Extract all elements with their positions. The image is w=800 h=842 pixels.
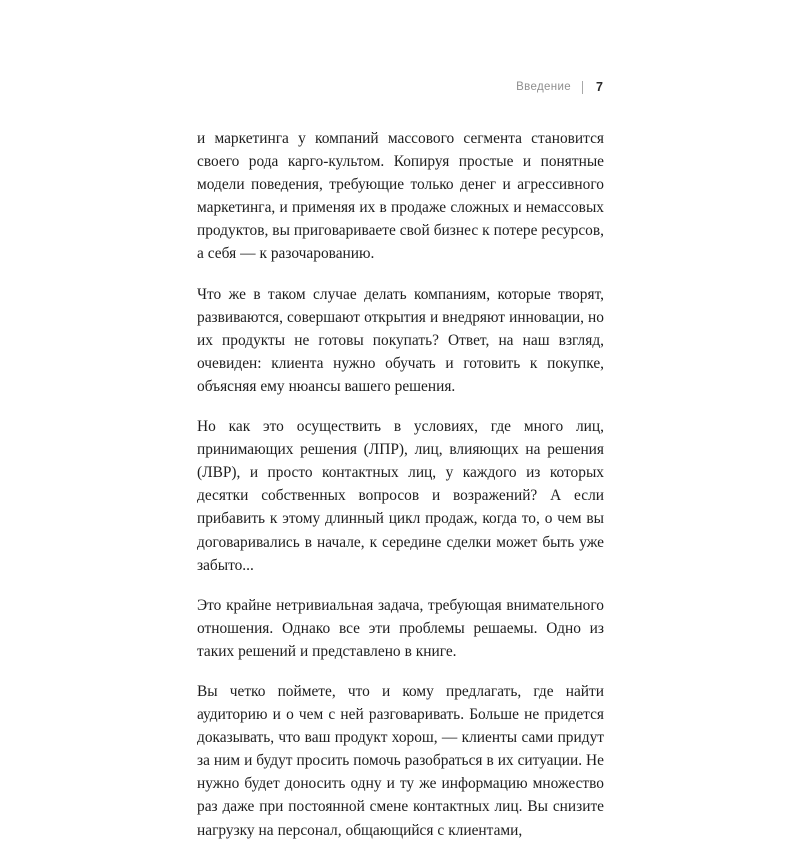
running-header [197, 78, 603, 96]
page-number: 7 [596, 80, 603, 94]
header-chapter-title: Введение [516, 81, 571, 93]
paragraph: Вы четко поймете, что и кому предлагать, где найти аудиторию и о чем с ней разговаривать. Больше не придется доказывать, что ваш продукт хорош, — клиенты сами придут за ним и будут просить помочь разобраться в их ситуации. Не нужно будет доносить одну и ту же информацию множество раз даже при постоянной смене контактных лиц. Вы снизите нагрузку на персонал, общающийся с клиентами, [197, 682, 604, 839]
paragraph: и маркетинга у компаний массового сегмента становится своего рода карго-культом. Копируя простые и понятные модели поведения, требующие только денег и агрессивного маркетинга, и применяя их в продаже сложных и немассовых продуктов, вы приговариваете свой бизнес к потере ресурсов, а себя — к разочарованию. [197, 130, 604, 263]
paragraph: Это крайне нетривиальная задача, требующая внимательного отношения. Однако все эти проблемы решаемы. Одно из таких решений и представлено в книге. [197, 596, 604, 660]
paragraph: Что же в таком случае делать компаниям, которые творят, развиваются, совершают открытия и внедряют инновации, но их продукты не готовы покупать? Ответ, на наш взгляд, очевиден: клиента нужно обучать и готовить к покупке, объясняя ему нюансы вашего решения. [197, 285, 604, 395]
paragraph: Но как это осуществить в условиях, где много лиц, принимающих решения (ЛПР), лиц, влияющих на решения (ЛВР), и просто контактных лиц, у каждого из которых десятки собственных вопросов и возражений? А если прибавить к этому длинный цикл продаж, когда то, о чем вы договаривались в начале, к середине сделки может быть уже забыто... [197, 418, 604, 574]
header-separator-icon [582, 81, 583, 94]
body-text-block [197, 127, 604, 842]
